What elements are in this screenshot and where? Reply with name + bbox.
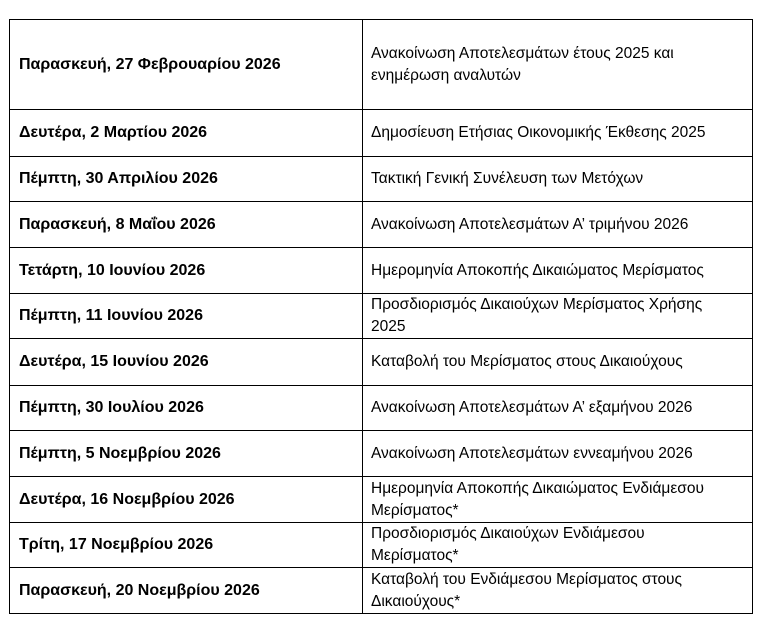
table-row	[10, 568, 753, 614]
event-cell: Προσδιορισμός Δικαιούχων Ενδιάμεσου Μερίσματος*	[363, 523, 753, 568]
date-cell: Πέμπτη, 30 Απριλίου 2026	[10, 157, 363, 202]
table-row	[10, 294, 753, 339]
event-cell: Ανακοίνωση Αποτελεσμάτων Α’ εξαμήνου 2026	[363, 386, 753, 431]
event-cell: Ανακοίνωση Αποτελεσμάτων έτους 2025 και ενημέρωση αναλυτών	[363, 20, 753, 110]
table-row	[10, 339, 753, 386]
table-row	[10, 477, 753, 523]
date-cell: Πέμπτη, 11 Ιουνίου 2026	[10, 294, 363, 339]
table-row	[10, 248, 753, 294]
event-cell: Καταβολή του Ενδιάμεσου Μερίσματος στους Δικαιούχους*	[363, 568, 753, 614]
date-cell: Πέμπτη, 5 Νοεμβρίου 2026	[10, 431, 363, 477]
date-cell: Παρασκευή, 8 Μαΐου 2026	[10, 202, 363, 248]
event-cell: Ημερομηνία Αποκοπής Δικαιώματος Ενδιάμεσου Μερίσματος*	[363, 477, 753, 523]
date-cell: Τετάρτη, 10 Ιουνίου 2026	[10, 248, 363, 294]
calendar-body	[10, 20, 753, 614]
event-cell: Τακτική Γενική Συνέλευση των Μετόχων	[363, 157, 753, 202]
table-row	[10, 20, 753, 110]
table-row	[10, 202, 753, 248]
date-cell: Τρίτη, 17 Νοεμβρίου 2026	[10, 523, 363, 568]
date-cell: Δευτέρα, 15 Ιουνίου 2026	[10, 339, 363, 386]
financial-calendar-table	[9, 19, 753, 614]
date-cell: Παρασκευή, 27 Φεβρουαρίου 2026	[10, 20, 363, 110]
event-cell: Ημερομηνία Αποκοπής Δικαιώματος Μερίσματος	[363, 248, 753, 294]
date-cell: Πέμπτη, 30 Ιουλίου 2026	[10, 386, 363, 431]
table-row	[10, 110, 753, 157]
event-cell: Καταβολή του Μερίσματος στους Δικαιούχους	[363, 339, 753, 386]
event-cell: Ανακοίνωση Αποτελεσμάτων Α’ τριμήνου 2026	[363, 202, 753, 248]
date-cell: Δευτέρα, 2 Μαρτίου 2026	[10, 110, 363, 157]
table-row	[10, 431, 753, 477]
table-row	[10, 523, 753, 568]
date-cell: Παρασκευή, 20 Νοεμβρίου 2026	[10, 568, 363, 614]
table-row	[10, 386, 753, 431]
event-cell: Ανακοίνωση Αποτελεσμάτων εννεαμήνου 2026	[363, 431, 753, 477]
table-row	[10, 157, 753, 202]
event-cell: Προσδιορισμός Δικαιούχων Μερίσματος Χρήσης 2025	[363, 294, 753, 339]
event-cell: Δημοσίευση Ετήσιας Οικονομικής Έκθεσης 2025	[363, 110, 753, 157]
date-cell: Δευτέρα, 16 Νοεμβρίου 2026	[10, 477, 363, 523]
